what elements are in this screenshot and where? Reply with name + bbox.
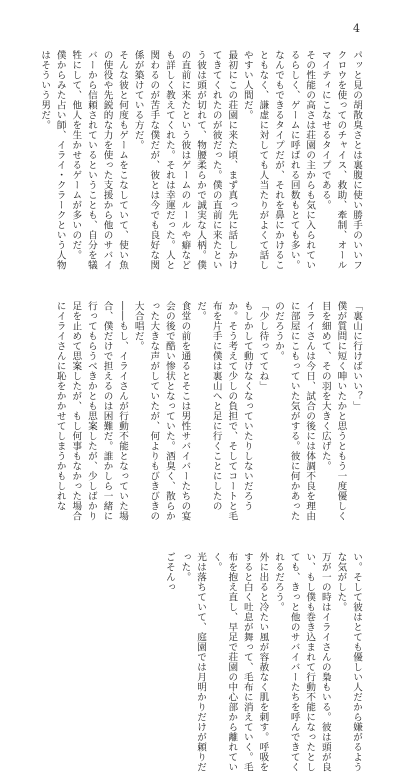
paragraph: 外に出ると冷たい風が容赦なく肌を刺す。呼吸をすると白く吐息が舞って、毛布に消えていく。毛布を抱え直し、早足で荘園の中心部から離れていく。 [210,552,269,772]
paragraph: 僕が質問に短く呻いたかと思うともう一度優しく目を細めて、その羽を大きく広げた。 [319,301,347,521]
paragraph: もしかして動けなくなっていたりしないだろうか。そう考えて少しの負担で、そしてコートと毛布を片手に僕は裏山へと足に行くことにしたのだ。 [195,301,253,521]
paragraph: イライさんは今日、試合の後には体調不良を理由に部屋にこもっていた気がする。彼に何かあったのだろうか。 [273,301,316,521]
paragraph: パッと見の胡散臭さとは裏腹に使い勝手のいいフクロウを使ってのチャイス、救助、牽制、オールマイティにこなせるタイプである。 [319,50,362,270]
page-number: 4 [353,22,360,35]
paragraph: そんな彼と何度もゲームをこなしていて、使い魚の使役や先鋭的な力を使った支援から他のサバイバーから信頼されているということも、自分を犠牲にして、他人を生かせるゲームが多いのだ。 [70,50,129,270]
paragraph: 万が一の時はイライさんの梟もいる。彼は頭が良い、もし僕も巻き込まれて行動不能になったとしても、きっと他のサバイバーたちを呼んできてくれるだろう。 [273,552,331,772]
paragraph: 僕からみた占い師、イライ・クラークという人物はそういう男だ。 [39,50,66,270]
paragraph: その性能の高さは荘園の主からも気に入られているらしく、ゲームに呼ばれる回数もとても多い。 [288,50,316,270]
paragraph: 最初にこの荘園に来た頃、まず真っ先に話しかけてきてくれたのが彼だった。僕の直前に来たという彼は頭が切れて、物腰柔らかで誠実な人柄。僕の直前に来たという彼はゲームのルールや癖なども詳しく教えてくれた。それは幸運だった。人と関わるのが苦手な僕だが、彼とは今でも良好な関係が築けている方だ。 [132,50,238,270]
vertical-text-body [34,50,364,772]
paragraph: 「裏山に行けばいい？」 [351,301,362,411]
paragraph: ごそんっ [163,552,175,592]
paragraph: 食堂の前を通るとそこは男性サバイバーたちの宴会の後で酷い惨状となっていた。酒臭く、散らかった大きな声がしていたが、何よりもびきびきの大合唱だ。 [132,301,191,521]
paragraph: 「少し待っててね」 [257,301,269,391]
paragraph: ――もし、イライさんが行動不能となっていた場合、僕だけで担えるのは困難だ。誰かしら一緒に行ってもらうべきかとも思案したが、少しばかり足を止めて思案したが、もし何事もなかった場合にイライさんに恥をかかせてしまうかもしれない。そして彼はとても優しい人だから嫌がるような気がした。 [54,301,362,772]
paragraph: なんでもできるタイプだが、それを鼻にかけることもなく、謙虚に対しても人当たりがよくて話しやすい人間だ。 [241,50,285,270]
paragraph: 光は落ちていて、庭園では月明かりだけが頼りだった。 [179,552,207,772]
